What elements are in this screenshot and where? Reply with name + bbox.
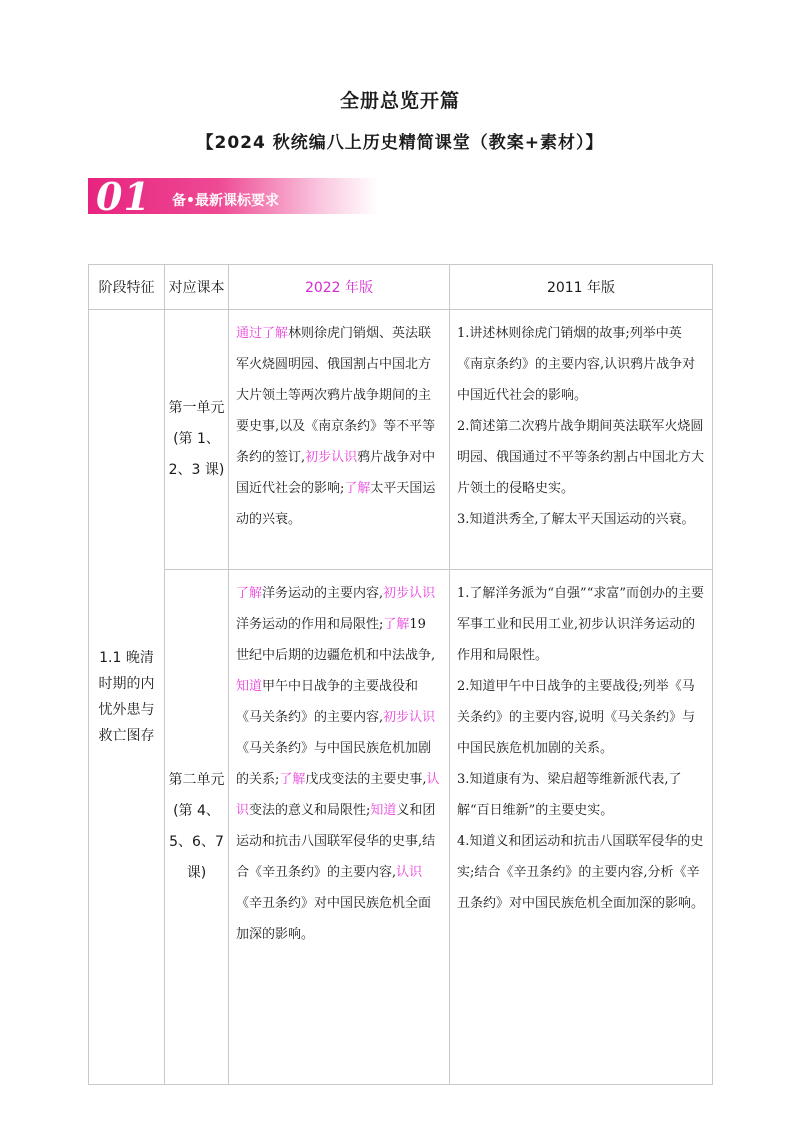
req-2022-cell xyxy=(229,570,450,1085)
section-number: 01 xyxy=(96,174,151,219)
highlight-verb: 了解 xyxy=(236,586,263,601)
requirement-text: 洋务运动的作用和局限性; xyxy=(236,617,384,632)
highlight-verb: 初步认识 xyxy=(305,450,358,465)
highlight-verb: 了解 xyxy=(383,617,410,632)
requirement-item: 4.知道义和团运动和抗击八国联军侵华的史实;结合《辛丑条约》的主要内容,分析《辛丑条约》对中国民族危机全面加深的影响。 xyxy=(457,834,705,911)
requirement-text: 鸦片战争对中国近代社会的影响; xyxy=(236,450,436,496)
requirement-text: 洋务运动的主要内容, xyxy=(262,586,384,601)
requirement-item: 2.简述第二次鸦片战争期间英法联军火烧圆明园、俄国通过不平等条约割占中国北方大片领土的侵略史实。 xyxy=(457,419,705,496)
highlight-verb: 了解 xyxy=(279,772,306,787)
table-row xyxy=(89,310,713,570)
req-2011-cell xyxy=(450,570,713,1085)
requirement-item: 3.知道康有为、梁启超等维新派代表,了解“百日维新”的主要史实。 xyxy=(457,772,682,818)
header-2022: 2022 年版 xyxy=(229,265,450,310)
header-textbook: 对应课本 xyxy=(165,265,229,310)
requirement-text: 19 世纪中后期的边疆危机和中法战争, xyxy=(236,617,436,663)
highlight-verb: 认识 xyxy=(396,865,423,880)
page-subtitle: 【2024 秋统编八上历史精简课堂（教案+素材）】 xyxy=(196,133,604,153)
stage-cell: 1.1 晚清时期的内忧外患与救亡图存 xyxy=(89,310,165,1085)
highlight-verb: 认识 xyxy=(236,772,440,818)
highlight-verb: 知道 xyxy=(370,803,397,818)
curriculum-table xyxy=(88,264,713,1085)
highlight-verb: 知道 xyxy=(236,679,263,694)
table-row xyxy=(89,570,713,1085)
requirement-text: 太平天国运动的兴衰。 xyxy=(236,481,436,527)
header-stage: 阶段特征 xyxy=(89,265,165,310)
unit-cell: 第一单元(第 1、2、3 课) xyxy=(165,310,229,570)
highlight-verb: 通过了解 xyxy=(236,326,289,341)
requirement-text: 戊戌变法的主要史事, xyxy=(305,772,427,787)
header-2011: 2011 年版 xyxy=(450,265,713,310)
requirement-item: 1.讲述林则徐虎门销烟的故事;列举中英《南京条约》的主要内容,认识鸦片战争对中国近代社会的影响。 xyxy=(457,326,696,403)
requirement-text: 《马关条约》与中国民族危机加剧的关系; xyxy=(236,741,432,787)
requirement-text: 林则徐虎门销烟、英法联军火烧圆明园、俄国割占中国北方大片领土等两次鸦片战争期间的主要史事,以及《南京条约》等不平等条约的签订, xyxy=(236,326,436,465)
req-2011-cell xyxy=(450,310,713,570)
section-label: 备•最新课标要求 xyxy=(172,193,279,209)
req-2022-cell xyxy=(229,310,450,570)
requirement-text: 《辛丑条约》对中国民族危机全面加深的影响。 xyxy=(236,896,432,942)
highlight-verb: 了解 xyxy=(344,481,371,496)
section-banner xyxy=(88,174,378,219)
highlight-verb: 初步认识 xyxy=(383,710,436,725)
requirement-item: 3.知道洪秀全,了解太平天国运动的兴衰。 xyxy=(457,512,695,527)
table-header-row xyxy=(89,265,713,310)
requirement-text: 甲午中日战争的主要战役和《马关条约》的主要内容, xyxy=(236,679,419,725)
page-title: 全册总览开篇 xyxy=(339,90,460,112)
unit-cell: 第二单元(第 4、5、6、7 课) xyxy=(165,570,229,1085)
requirement-item: 1.了解洋务派为“自强”“求富”而创办的主要军事工业和民用工业,初步认识洋务运动的作用和局限性。 xyxy=(457,586,704,663)
requirement-item: 2.知道甲午中日战争的主要战役;列举《马关条约》的主要内容,说明《马关条约》与中国民族危机加剧的关系。 xyxy=(457,679,696,756)
requirement-text: 变法的意义和局限性; xyxy=(249,803,371,818)
highlight-verb: 初步认识 xyxy=(383,586,436,601)
requirement-text: 义和团运动和抗击八国联军侵华的史事,结合《辛丑条约》的主要内容, xyxy=(236,803,436,880)
